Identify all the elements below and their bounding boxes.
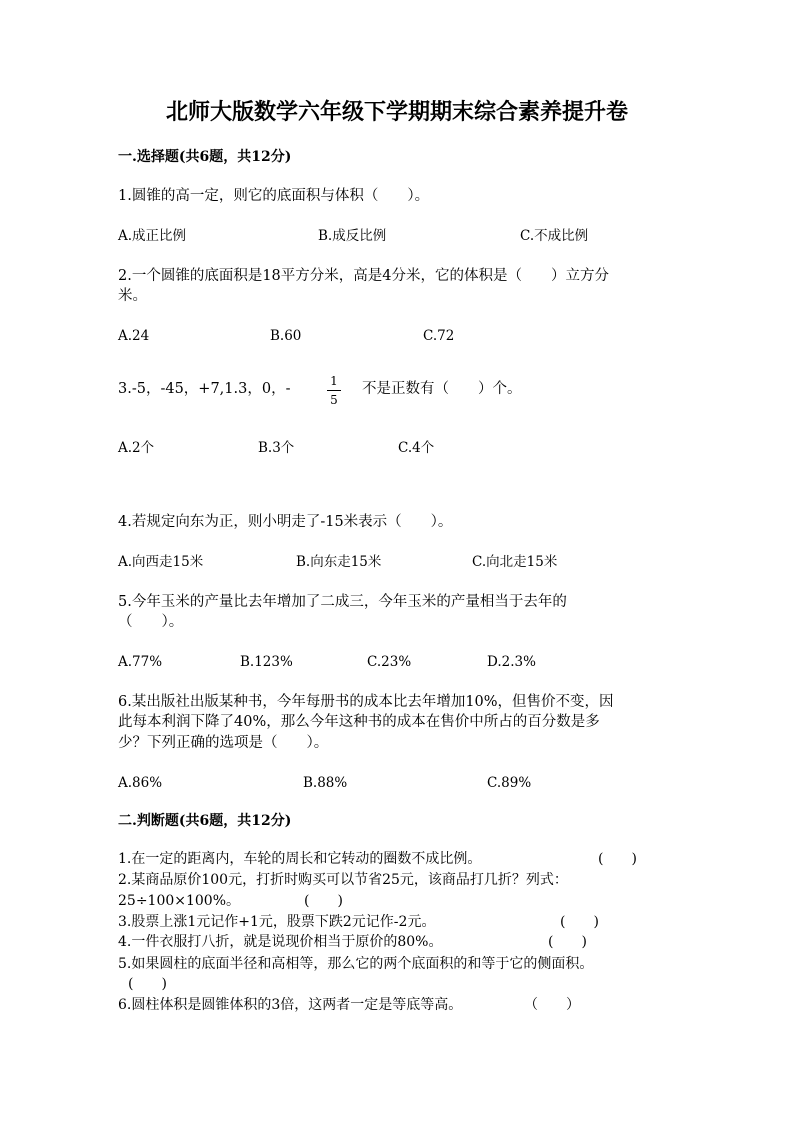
question-5-text-line2: （ ）。 [118, 614, 184, 630]
q4-option-a: A.向西走15米 [118, 554, 204, 570]
q5-option-d: D.2.3% [487, 654, 536, 670]
q2-option-c: C.72 [423, 328, 455, 344]
judgment-5-paren: ( ) [128, 976, 167, 992]
q2-option-b: B.60 [270, 328, 302, 344]
q6-option-a: A.86% [118, 775, 163, 791]
q6-option-c: C.89% [487, 775, 532, 791]
judgment-3-paren: ( ) [560, 914, 599, 930]
q4-option-c: C.向北走15米 [472, 554, 558, 570]
question-2-text-line2: 米。 [118, 288, 147, 304]
q5-option-a: A.77% [118, 654, 163, 670]
question-2-text-line1: 2.一个圆锥的底面积是18平方分米，高是4分米，它的体积是（ ）立方分 [118, 268, 610, 284]
judgment-6-text: 6.圆柱体积是圆锥体积的3倍，这两者一定是等底等高。 [118, 997, 463, 1013]
judgment-2-paren: ( ) [304, 893, 343, 909]
q1-option-a: A.成正比例 [118, 228, 187, 244]
question-3-text-part1: 3.-5，-45，+7,1.3，0，- [118, 381, 291, 397]
judgment-5-text: 5.如果圆柱的底面半径和高相等，那么它的两个底面积的和等于它的侧面积。 [118, 956, 594, 972]
question-5-text-line1: 5.今年玉米的产量比去年增加了二成三，今年玉米的产量相当于去年的 [118, 594, 567, 610]
question-4-text: 4.若规定向东为正，则小明走了-15米表示（ ）。 [118, 514, 453, 530]
question-6-text-line3: 少？下列正确的选项是（ ）。 [118, 735, 329, 751]
fraction-denominator: 5 [330, 393, 338, 407]
judgment-4-paren: ( ) [548, 934, 587, 950]
q5-option-b: B.123% [240, 654, 293, 670]
q6-option-b: B.88% [303, 775, 348, 791]
question-6-text-line2: 此每本利润下降了40%，那么今年这种书的成本在售价中所占的百分数是多 [118, 714, 600, 730]
q1-option-c: C.不成比例 [520, 228, 589, 244]
fraction-numerator: 1 [330, 374, 338, 388]
section-heading-judgment: 二.判断题(共6题，共12分) [118, 813, 292, 829]
section-heading-choice: 一.选择题(共6题，共12分) [118, 149, 292, 165]
q1-option-b: B.成反比例 [318, 228, 387, 244]
question-3-fraction [327, 374, 341, 407]
q2-option-a: A.24 [118, 328, 150, 344]
q3-option-c: C.4个 [398, 440, 435, 456]
judgment-1-paren: ( ) [598, 851, 637, 867]
q4-option-b: B.向东走15米 [296, 554, 382, 570]
q3-option-a: A.2个 [118, 440, 155, 456]
page-title: 北师大版数学六年级下学期期末综合素养提升卷 [165, 99, 628, 125]
question-6-text-line1: 6.某出版社出版某种书，今年每册书的成本比去年增加10%，但售价不变，因 [118, 694, 614, 710]
judgment-3-text: 3.股票上涨1元记作+1元，股票下跌2元记作-2元。 [118, 914, 436, 930]
judgment-2-text-line1: 2.某商品原价100元，打折时购买可以节省25元，该商品打几折？列式： [118, 872, 568, 888]
question-1-text: 1.圆锥的高一定，则它的底面积与体积（ ）。 [118, 188, 430, 204]
judgment-1-text: 1.在一定的距离内，车轮的周长和它转动的圈数不成比例。 [118, 851, 482, 867]
judgment-6-paren: （ ） [524, 997, 580, 1013]
q5-option-c: C.23% [367, 654, 412, 670]
judgment-2-text-line2: 25÷100×100%。 [118, 893, 241, 909]
question-3-text-part2: 不是正数有（ ）个。 [362, 381, 522, 397]
judgment-4-text: 4.一件衣服打八折，就是说现价相当于原价的80%。 [118, 934, 443, 950]
q3-option-b: B.3个 [258, 440, 295, 456]
